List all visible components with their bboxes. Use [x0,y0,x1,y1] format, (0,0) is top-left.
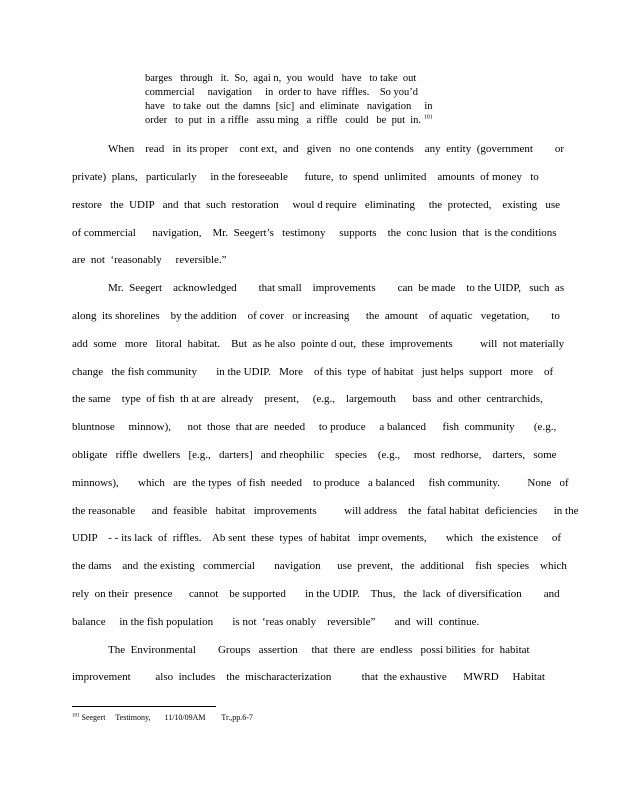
paragraph-line: rely on their presence cannot be supported in the UDIP. Thus, the lack of diversification and [72,588,560,600]
paragraph-line: the reasonable and feasible habitat improvements will address the fatal habitat deficiencies in the [72,505,579,517]
quote-line: barges through it. So, agai n, you would have to take out [145,73,417,84]
paragraph-line: restore the UDIP and that such restoration woul d require eliminating the protected, existing use [72,199,561,211]
footnote-text: Seegert Testimony, 11/10/09AM Tr.,pp.6-7 [81,713,253,722]
paragraph-line: along its shorelines by the addition of cover or increasing the amount of aquatic vegetation, to [72,310,560,322]
quote-line-text: order to put in a riffle assu ming a riffle could be put in. [145,115,422,126]
footnote-number: 101 [72,713,80,719]
paragraph-line: improvement also includes the mischaracterization that the exhaustive MWRD Habitat [72,671,545,683]
paragraph-line: add some more litoral habitat. But as he also pointe d out, these improvements will not materially [72,338,565,350]
paragraph-line: change the fish community in the UDIP. More of this type of habitat just helps support more of [72,366,554,378]
footnote-reference: 101 [423,114,433,121]
paragraph-line: balance in the fish population is not ‘reas onably reversible” and will continue. [72,616,480,628]
paragraph-line: Mr. Seegert acknowledged that small improvements can be made to the UIDP, such as [108,282,565,294]
quote-line: commercial navigation in order to have riffles. So you’d [145,87,419,98]
paragraph-line: obligate riffle dwellers [e.g., darters] and rheophilic species (e.g., most redhorse, darters, some [72,449,557,461]
paragraph-line: of commercial navigation, Mr. Seegert’s testimony supports the conc lusion that is the conditions [72,227,557,239]
paragraph-line: the same type of fish th at are already present, (e.g., largemouth bass and other centrarchids, [72,393,543,405]
paragraph-line: the dams and the existing commercial navigation use prevent, the additional fish species which [72,560,567,572]
paragraph-line: The Environmental Groups assertion that there are endless possi bilities for habitat [108,644,530,656]
quote-line: have to take out the damns [sic] and eliminate navigation in [145,101,433,112]
paragraph-line: private) plans, particularly in the foreseeable future, to spend unlimited amounts of money to [72,171,539,183]
paragraph-line: When read in its proper cont ext, and given no one contends any entity (government or [108,143,565,155]
footnote-divider [72,706,216,707]
paragraph-line: minnows), which are the types of fish needed to produce a balanced fish community. None of [72,477,569,489]
footnote [72,713,253,723]
quote-line [145,115,433,127]
paragraph-line: bluntnose minnow), not those that are needed to produce a balanced fish community (e.g., [72,421,557,433]
paragraph-line: UDIP - - its lack of riffles. Ab sent these types of habitat impr ovements, which the existence of [72,532,562,544]
paragraph-line: are not ‘reasonably reversible.” [72,254,227,266]
